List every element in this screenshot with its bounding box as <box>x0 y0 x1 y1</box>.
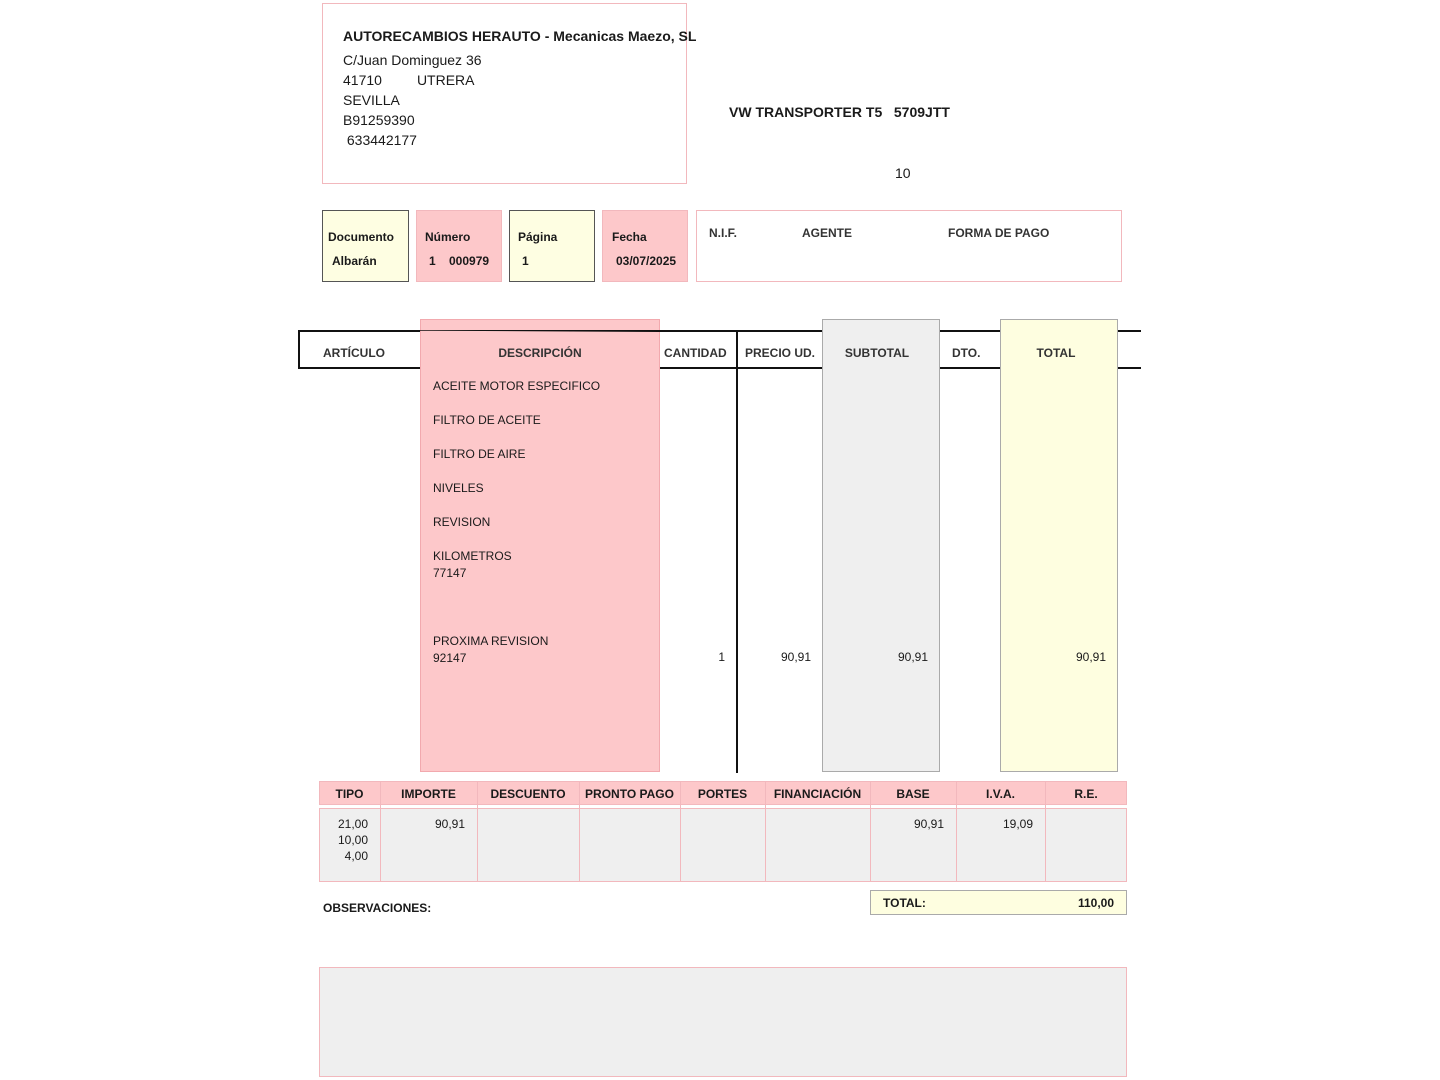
description-line: FILTRO DE AIRE <box>433 447 526 461</box>
header-bottom-rule-mid <box>660 367 822 369</box>
header-bottom-rule-dto <box>940 367 1000 369</box>
company-tax-id: B91259390 <box>343 112 415 128</box>
tax-tipo-values: 21,00 10,00 4,00 <box>337 817 368 863</box>
nif-label: N.I.F. <box>709 226 738 240</box>
tax-th-portes: PORTES <box>697 787 748 801</box>
forma-pago-label: FORMA DE PAGO <box>948 226 1050 240</box>
tax-th-importe: IMPORTE <box>401 787 456 801</box>
documento-value: Albarán <box>332 254 377 268</box>
total-column <box>1000 319 1118 772</box>
th-dto: DTO. <box>952 346 981 360</box>
cantidad-value: 1 <box>718 650 725 664</box>
description-line: KILOMETROS 77147 <box>433 549 512 580</box>
agente-label: AGENTE <box>802 226 853 240</box>
observaciones-label: OBSERVACIONES: <box>323 901 432 915</box>
tax-th-tipo: TIPO <box>335 787 364 801</box>
header-top-rule-left <box>298 330 420 332</box>
tax-th-iva: I.V.A. <box>986 787 1015 801</box>
fecha-label: Fecha <box>612 230 647 244</box>
header-top-rule-dto <box>940 330 1000 332</box>
fecha-box <box>602 210 688 282</box>
th-cantidad: CANTIDAD <box>664 346 727 360</box>
description-line: ACEITE MOTOR ESPECIFICO <box>433 379 601 393</box>
grand-total-label: TOTAL: <box>883 896 926 910</box>
numero-label: Número <box>425 230 471 244</box>
extra-number: 10 <box>895 165 911 181</box>
documento-label: Documento <box>328 230 394 244</box>
description-line: PROXIMA REVISION 92147 <box>433 634 549 665</box>
company-address: C/Juan Dominguez 36 <box>343 52 482 68</box>
th-total: TOTAL <box>1036 346 1076 360</box>
header-top-rule-mid <box>660 330 822 332</box>
company-phone: 633442177 <box>343 132 417 148</box>
description-line: NIVELES <box>433 481 484 495</box>
grand-total-value: 110,00 <box>1077 896 1114 910</box>
description-line: FILTRO DE ACEITE <box>433 413 541 427</box>
precio-value: 90,91 <box>780 650 811 664</box>
numero-value: 1 000979 <box>429 254 490 268</box>
company-postal-city: 41710 UTRERA <box>343 72 475 88</box>
tax-th-re: R.E. <box>1074 787 1098 801</box>
pagina-value: 1 <box>522 254 529 268</box>
observaciones-box <box>319 967 1127 1077</box>
pagina-box <box>509 210 595 282</box>
tax-base-value: 90,91 <box>913 817 944 831</box>
pagina-label: Página <box>518 230 558 244</box>
header-top-rule-right <box>1118 330 1141 332</box>
tax-th-descuento: DESCUENTO <box>490 787 566 801</box>
th-precio: PRECIO UD. <box>745 346 816 360</box>
header-bottom-rule-right <box>1118 367 1141 369</box>
numero-box <box>416 210 502 282</box>
tax-importe-value: 90,91 <box>434 817 465 831</box>
quantity-column-rule <box>736 330 738 773</box>
header-bottom-rule-left <box>298 367 420 369</box>
fecha-value: 03/07/2025 <box>616 254 677 268</box>
total-value: 90,91 <box>1075 650 1106 664</box>
company-name: AUTORECAMBIOS HERAUTO - Mecanicas Maezo, SL <box>343 28 697 44</box>
company-province: SEVILLA <box>343 92 400 108</box>
grand-total-box <box>870 890 1127 915</box>
tax-th-financiacion: FINANCIACIÓN <box>773 787 862 801</box>
documento-box <box>322 210 409 282</box>
tax-th-pronto-pago: PRONTO PAGO <box>585 787 674 801</box>
header-left-rule <box>298 330 300 369</box>
th-descripcion: DESCRIPCIÓN <box>498 346 582 360</box>
vehicle-info: VW TRANSPORTER T5 5709JTT <box>729 104 950 120</box>
subtotal-column <box>822 319 940 772</box>
tax-iva-value: 19,09 <box>1002 817 1033 831</box>
company-info-box <box>322 3 697 184</box>
subtotal-value: 90,91 <box>897 650 928 664</box>
tax-th-base: BASE <box>896 787 930 801</box>
client-info-box <box>696 210 1122 282</box>
th-articulo: ARTÍCULO <box>323 346 385 360</box>
th-subtotal: SUBTOTAL <box>844 346 910 360</box>
description-line: REVISION <box>433 515 491 529</box>
